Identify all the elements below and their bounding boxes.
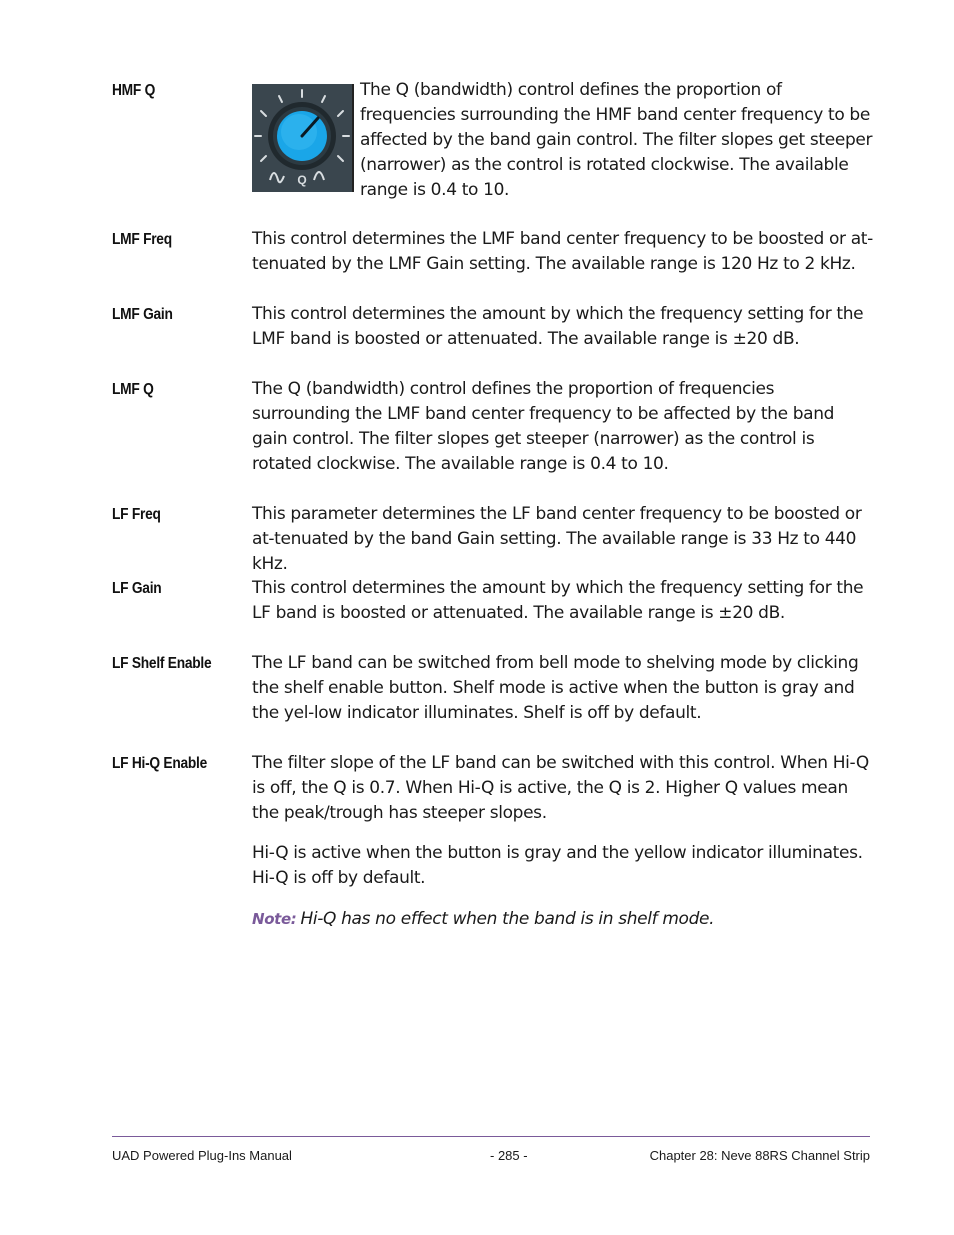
footer-rule — [112, 1136, 870, 1137]
desc-lmf-q: The Q (bandwidth) control defines the proportion of frequencies surrounding the LMF band center frequency to be affected by the band gain control. The filter slopes get steeper (narrower) as the control is rotated clockwise. The available range is 0.4 to 10. — [252, 379, 835, 474]
desc-lmf-gain: This control determines the amount by which the frequency setting for the LMF band is boosted or attenuated. The available range is ±20 dB. — [252, 304, 864, 349]
desc-lf-hi-q-enable: The filter slope of the LF band can be switched with this control. When Hi-Q is off, the Q is 0.7. When Hi-Q is active, the Q is 2. Higher Q values mean the peak/trough has steeper slopes. — [252, 753, 869, 823]
desc-lf-gain: This control determines the amount by which the frequency setting for the LF band is boosted or attenuated. The available range is ±20 dB. — [252, 578, 864, 623]
footer-page-number: - 285 - — [490, 1148, 528, 1163]
desc-lf-freq: This parameter determines the LF band center frequency to be boosted or at-tenuated by the band Gain setting. The available range is 33 Hz to 440 kHz. — [252, 504, 862, 574]
note-label: Note: — [252, 910, 297, 928]
term-lf-gain: LF Gain — [112, 580, 162, 597]
desc-lmf-freq: This control determines the LMF band center frequency to be boosted or at-tenuated by the LMF Gain setting. The available range is 120 Hz to 2 kHz. — [252, 229, 873, 274]
term-lf-shelf-enable: LF Shelf Enable — [112, 655, 212, 672]
q-knob-icon — [252, 84, 354, 192]
note-text: Hi-Q has no effect when the band is in shelf mode. — [300, 909, 715, 929]
term-lmf-freq: LMF Freq — [112, 231, 172, 248]
footer-manual-title: UAD Powered Plug-Ins Manual — [112, 1148, 292, 1163]
term-lmf-q: LMF Q — [112, 381, 154, 398]
term-lf-freq: LF Freq — [112, 506, 161, 523]
desc-hmf-q: The Q (bandwidth) control defines the proportion of frequencies surrounding the HMF band center frequency to be affected by the band gain control. The filter slopes get steeper (narrower) as the control is rotated clockwise. The available range is 0.4 to 10. — [360, 80, 873, 200]
desc-lf-hi-q-enable-2: Hi-Q is active when the button is gray and the yellow indicator illuminates. Hi-Q is off by default. — [252, 843, 863, 888]
footer-chapter: Chapter 28: Neve 88RS Channel Strip — [649, 1148, 870, 1163]
svg-text:Q: Q — [297, 173, 307, 187]
term-lmf-gain: LMF Gain — [112, 306, 173, 323]
note — [252, 907, 874, 932]
desc-lf-shelf-enable: The LF band can be switched from bell mode to shelving mode by clicking the shelf enable button. Shelf mode is active when the button is gray and the yel-low indicator illuminates. Shelf is off by default. — [252, 653, 859, 723]
term-lf-hi-q-enable: LF Hi-Q Enable — [112, 755, 208, 772]
term-hmf-q: HMF Q — [112, 82, 156, 99]
